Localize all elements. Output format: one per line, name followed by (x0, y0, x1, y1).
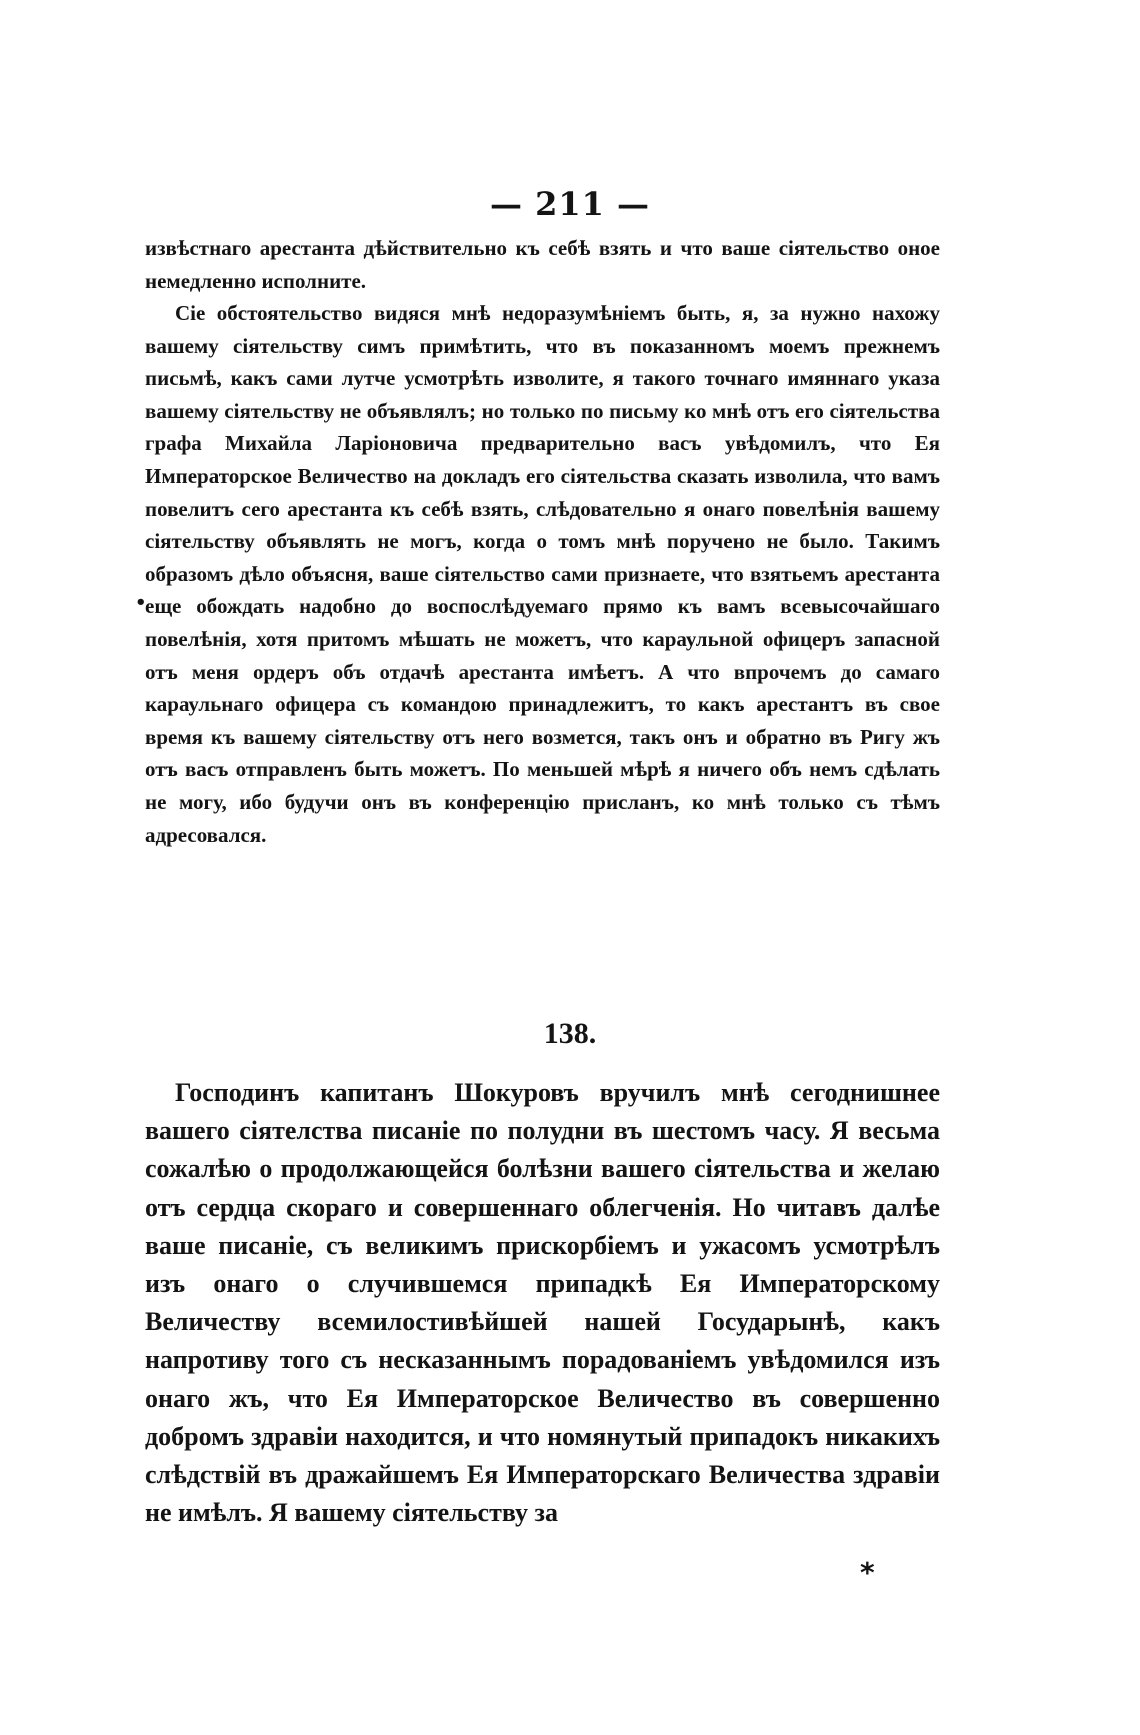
margin-bullet: • (135, 592, 147, 613)
page-number: — 211 — (489, 185, 651, 223)
continued-paragraph: извѣстнаго арестанта дѣйствительно къ себѣ взять и что ваше сіятельство оное немедленно исполните. (145, 236, 940, 293)
main-paragraph: Сіе обстоятельство видяся мнѣ недоразумѣніемъ быть, я, за нужно нахожу вашему сіятельству симъ примѣтить, что въ показанномъ моемъ прежнемъ письмѣ, какъ сами лутче усмотрѣть изволите, я такого точнаго имяннаго указа вашему сіятельству не объявлялъ; но только по письму ко мнѣ отъ его сіятельства графа Михайла Ларіоновича предварительно васъ увѣдомилъ, что Ея Императорское Величество на докладъ его сіятельства сказать изволила, что вамъ повелитъ сего арестанта къ себѣ взять, слѣдовательно я онаго повелѣнія вашему сіятельству объявлять не могъ, когда о томъ мнѣ поручено не было. Такимъ образомъ дѣло объясня, ваше сіятельство сами признаете, что взятьемъ арестанта еще обождать надобно до воспослѣдуемаго прямо къ вамъ всевысочайшаго повелѣнія, хотя притомъ мѣшать не можетъ, что караульной офицеръ запасной отъ меня ордеръ объ отдачѣ арестанта имѣетъ. А что впрочемъ до самаго караульнаго офицера съ командою принадлежитъ, то какъ арестантъ въ свое время къ вашему сіятельству отъ него возмется, такъ онъ и обратно въ Ригу жъ отъ васъ отправленъ быть можетъ. По меньшей мѣрѣ я ничего объ немъ сдѣлать не могу, ибо будучи онъ въ конференцію присланъ, ко мнѣ только съ тѣмъ адресовался. (145, 301, 940, 847)
bottom-asterisk: * (860, 1556, 875, 1589)
entry-number: 138. (543, 1017, 597, 1050)
entry-138-text: Господинъ капитанъ Шокуровъ вручилъ мнѣ сегоднишнее вашего сіятелства писаніе по полудни въ шестомъ часу. Я весьма сожалѣю о продолжающейся болѣзни вашего сіятельства и желаю отъ сердца скораго и совершеннаго облегченія. Но читавъ далѣе ваше писаніе, съ великимъ прискорбіемъ и ужасомъ усмотрѣлъ изъ онаго о случившемся припадкѣ Ея Императорскому Величеству всемилостивѣйшей нашей Государынѣ, какъ напротиву того съ несказаннымъ порадованіемъ увѣдомился изъ онаго жъ, что Ея Императорское Величество въ совершенно добромъ здравіи находится, и что номянутый припадокъ никакихъ слѣдствій въ дражайшемъ Ея Императорскаго Величества здравіи не имѣлъ. Я вашему сіятельству за (145, 1078, 940, 1528)
